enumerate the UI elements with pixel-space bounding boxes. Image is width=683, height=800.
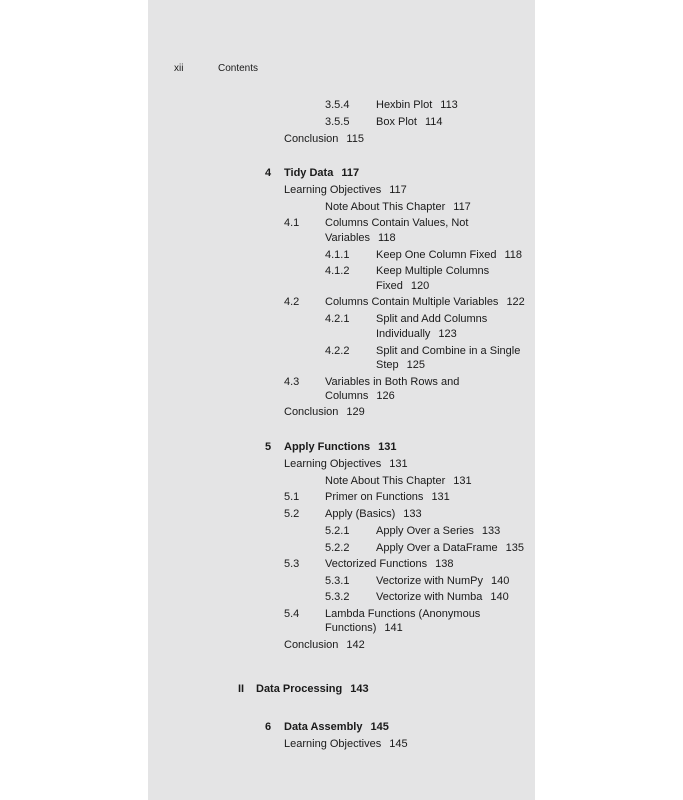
chapter-entry[interactable]	[284, 166, 359, 180]
toc-title: Columns Contain Multiple Variables	[325, 296, 499, 308]
toc-number: 5.4	[284, 608, 300, 620]
toc-number: 4.2	[284, 296, 300, 308]
toc-entry[interactable]	[376, 524, 500, 538]
toc-title: Primer on Functions	[325, 491, 424, 503]
toc-number: 5.1	[284, 491, 300, 503]
toc-number: 5.3.1	[325, 575, 350, 587]
toc-title: Note About This Chapter	[325, 475, 446, 487]
chapter-page: 145	[370, 721, 389, 733]
toc-page: 142	[346, 639, 365, 651]
chapter-page: 131	[378, 441, 397, 453]
toc-entry[interactable]	[325, 490, 450, 504]
toc-page: 123	[438, 328, 457, 340]
toc-title: Conclusion	[284, 133, 339, 145]
toc-entry[interactable]	[325, 231, 396, 245]
toc-page: 141	[384, 622, 403, 634]
toc-title: Learning Objectives	[284, 458, 382, 470]
toc-entry[interactable]	[376, 590, 509, 604]
toc-title: Apply Over a Series	[376, 525, 474, 537]
toc-number: 5.3	[284, 558, 300, 570]
toc-title: Keep One Column Fixed	[376, 249, 497, 261]
toc-page: 122	[506, 296, 525, 308]
toc-page: 126	[376, 390, 395, 402]
toc-entry[interactable]	[284, 737, 408, 751]
toc-page: 140	[490, 591, 509, 603]
toc-page: 125	[406, 359, 425, 371]
toc-entry[interactable]	[376, 115, 443, 129]
toc-number: 5.2.1	[325, 525, 350, 537]
toc-title-line[interactable]: Keep Multiple Columns	[376, 265, 490, 277]
chapter-title: Data Assembly	[284, 721, 363, 733]
toc-number: 4.2.2	[325, 345, 350, 357]
toc-page: 135	[505, 542, 525, 554]
toc-entry[interactable]	[325, 557, 453, 571]
chapter-number: 5	[265, 441, 272, 453]
toc-title: Conclusion	[284, 406, 339, 418]
toc-entry[interactable]	[284, 405, 365, 419]
toc-entry[interactable]	[284, 183, 407, 197]
toc-page: 120	[410, 280, 430, 292]
toc-entry[interactable]	[284, 132, 364, 146]
toc-title: Vectorized Functions	[325, 558, 428, 570]
part-page: 143	[350, 683, 369, 695]
toc-title: Fixed	[376, 280, 403, 292]
toc-entry[interactable]	[325, 474, 472, 488]
toc-title: Vectorize with NumPy	[376, 575, 483, 587]
chapter-entry[interactable]	[284, 440, 397, 454]
toc-number: 4.1.2	[325, 265, 350, 277]
toc-page: 145	[389, 738, 408, 750]
toc-page: 133	[481, 525, 501, 537]
toc-entry[interactable]	[325, 389, 395, 403]
toc-page: 115	[346, 133, 364, 145]
toc-number: 4.2.1	[325, 313, 350, 325]
toc-page: 131	[453, 475, 472, 487]
toc-page: 118	[504, 249, 522, 261]
toc-number: 5.2.2	[325, 542, 350, 554]
toc-page: 117	[453, 201, 471, 213]
part-entry[interactable]	[256, 682, 369, 696]
toc-title-line[interactable]: Lambda Functions (Anonymous	[325, 608, 481, 620]
toc-title: Step	[376, 359, 399, 371]
toc-entry[interactable]	[376, 541, 524, 555]
toc-title: Hexbin Plot	[376, 99, 433, 111]
toc-entry[interactable]	[325, 621, 403, 635]
toc-title-line[interactable]: Variables in Both Rows and	[325, 376, 460, 388]
chapter-page: 117	[341, 167, 360, 179]
toc-number: 5.3.2	[325, 591, 350, 603]
toc-page: 131	[431, 491, 450, 503]
part-title: Data Processing	[256, 683, 343, 695]
toc-title: Box Plot	[376, 116, 417, 128]
toc-page: 129	[346, 406, 365, 418]
toc-number: 5.2	[284, 508, 300, 520]
toc-page: 140	[490, 575, 510, 587]
page-number: xii	[174, 63, 184, 74]
part-number: II	[238, 683, 245, 695]
toc-number: 3.5.4	[325, 99, 350, 111]
chapter-entry[interactable]	[284, 720, 389, 734]
toc-entry[interactable]	[376, 98, 458, 112]
toc-title: Apply Over a DataFrame	[376, 542, 498, 554]
toc-entry[interactable]	[284, 457, 408, 471]
chapter-number: 6	[265, 721, 272, 733]
chapter-title: Tidy Data	[284, 167, 334, 179]
toc-entry[interactable]	[325, 295, 525, 309]
toc-entry[interactable]	[376, 358, 425, 372]
toc-entry[interactable]	[325, 507, 422, 521]
toc-title: Learning Objectives	[284, 184, 382, 196]
chapter-title: Apply Functions	[284, 441, 371, 453]
toc-title: Vectorize with Numba	[376, 591, 483, 603]
toc-entry[interactable]	[376, 279, 429, 293]
toc-entry[interactable]	[376, 327, 457, 341]
toc-title: Columns	[325, 390, 369, 402]
toc-page: 114	[424, 116, 443, 128]
toc-entry[interactable]	[284, 638, 365, 652]
toc-page: 118	[378, 232, 396, 244]
toc-number: 4.3	[284, 376, 300, 388]
toc-page: 113	[440, 99, 458, 111]
toc-title: Individually	[376, 328, 431, 340]
toc-number: 4.1.1	[325, 249, 350, 261]
chapter-number: 4	[265, 167, 272, 179]
running-title: Contents	[218, 63, 259, 74]
toc-title: Learning Objectives	[284, 738, 382, 750]
toc-entry[interactable]	[376, 248, 522, 262]
toc-page: 133	[403, 508, 422, 520]
toc-entry[interactable]	[325, 200, 471, 214]
toc-entry[interactable]	[376, 574, 509, 588]
toc-page: 131	[389, 458, 408, 470]
toc-title-line[interactable]: Split and Add Columns	[376, 313, 488, 325]
toc-title: Conclusion	[284, 639, 339, 651]
toc-page: 138	[435, 558, 454, 570]
toc-title-line[interactable]: Columns Contain Values, Not	[325, 217, 469, 229]
toc-title: Note About This Chapter	[325, 201, 446, 213]
toc-title: Apply (Basics)	[325, 508, 396, 520]
toc-number: 4.1	[284, 217, 300, 229]
toc-title: Functions)	[325, 622, 377, 634]
toc-number: 3.5.5	[325, 116, 350, 128]
toc-title-line[interactable]: Split and Combine in a Single	[376, 345, 521, 357]
toc-page: 117	[389, 184, 407, 196]
toc-title: Variables	[325, 232, 371, 244]
